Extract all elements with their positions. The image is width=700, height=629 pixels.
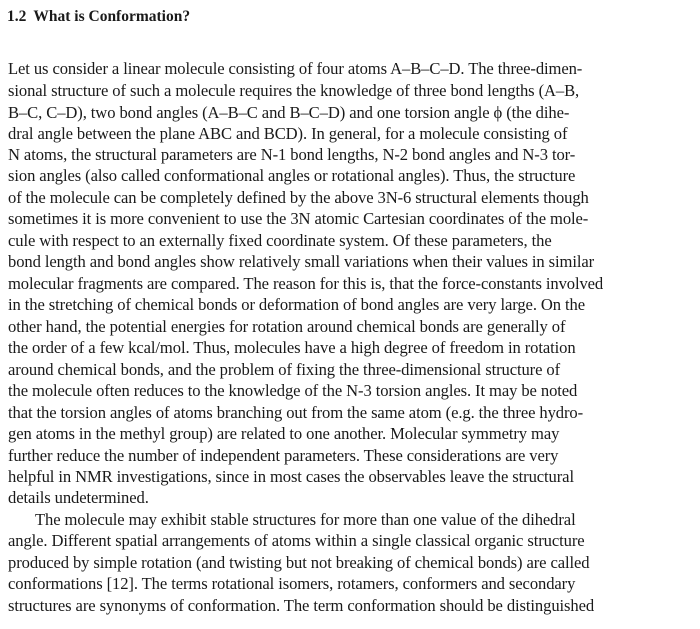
text-line: details undetermined. <box>8 488 149 507</box>
text-line: B–C, C–D), two bond angles (A–B–C and B–C–D) and one torsion angle ϕ (the dihe- <box>8 103 570 122</box>
text-line: gen atoms in the methyl group) are related to one another. Molecular symmetry may <box>8 424 560 443</box>
text-line: the order of a few kcal/mol. Thus, molecules have a high degree of freedom in rotation <box>8 338 576 357</box>
paragraph-first-line: The molecule may exhibit stable structures for more than one value of the dihedral <box>35 510 576 529</box>
text-line: bond length and bond angles show relatively small variations when their values in similar <box>8 252 595 271</box>
text-line: around chemical bonds, and the problem of fixing the three-dimensional structure of <box>8 360 561 379</box>
text-line: further reduce the number of independent parameters. These considerations are very <box>8 446 559 465</box>
text-line: of the molecule can be completely defined by the above 3N-6 structural elements though <box>8 188 589 207</box>
text-line: Let us consider a linear molecule consisting of four atoms A–B–C–D. The three-dimen- <box>8 59 583 78</box>
section-number: 1.2 <box>7 8 27 25</box>
text-line: that the torsion angles of atoms branching out from the same atom (e.g. the three hydro- <box>8 403 584 422</box>
section-heading <box>7 8 190 26</box>
text-line: helpful in NMR investigations, since in most cases the observables leave the structural <box>8 467 574 486</box>
text-line: conformations [12]. The terms rotational isomers, rotamers, conformers and secondary <box>8 574 576 593</box>
text-line: sion angles (also called conformational angles or rotational angles). Thus, the structure <box>8 166 576 185</box>
section-title: What is Conformation? <box>33 8 191 25</box>
text-line: sometimes it is more convenient to use the 3N atomic Cartesian coordinates of the mole- <box>8 209 589 228</box>
text-line: dral angle between the plane ABC and BCD). In general, for a molecule consisting of <box>8 124 568 143</box>
text-line: produced by simple rotation (and twisting but not breaking of chemical bonds) are called <box>8 553 590 572</box>
text-line: in the stretching of chemical bonds or deformation of bond angles are very large. On the <box>8 295 586 314</box>
text-line: the molecule often reduces to the knowledge of the N-3 torsion angles. It may be noted <box>8 381 578 400</box>
text-line: sional structure of such a molecule requires the knowledge of three bond lengths (A–B, <box>8 81 580 100</box>
text-line: structures are synonyms of conformation. The term conformation should be distinguished <box>8 596 595 615</box>
text-line: molecular fragments are compared. The reason for this is, that the force-constants involved <box>8 274 604 293</box>
text-line: angle. Different spatial arrangements of atoms within a single classical organic structure <box>8 531 585 550</box>
text-line: other hand, the potential energies for rotation around chemical bonds are generally of <box>8 317 566 336</box>
text-line: cule with respect to an externally fixed coordinate system. Of these parameters, the <box>8 231 552 250</box>
text-line: N atoms, the structural parameters are N-1 bond lengths, N-2 bond angles and N-3 tor- <box>8 145 576 164</box>
